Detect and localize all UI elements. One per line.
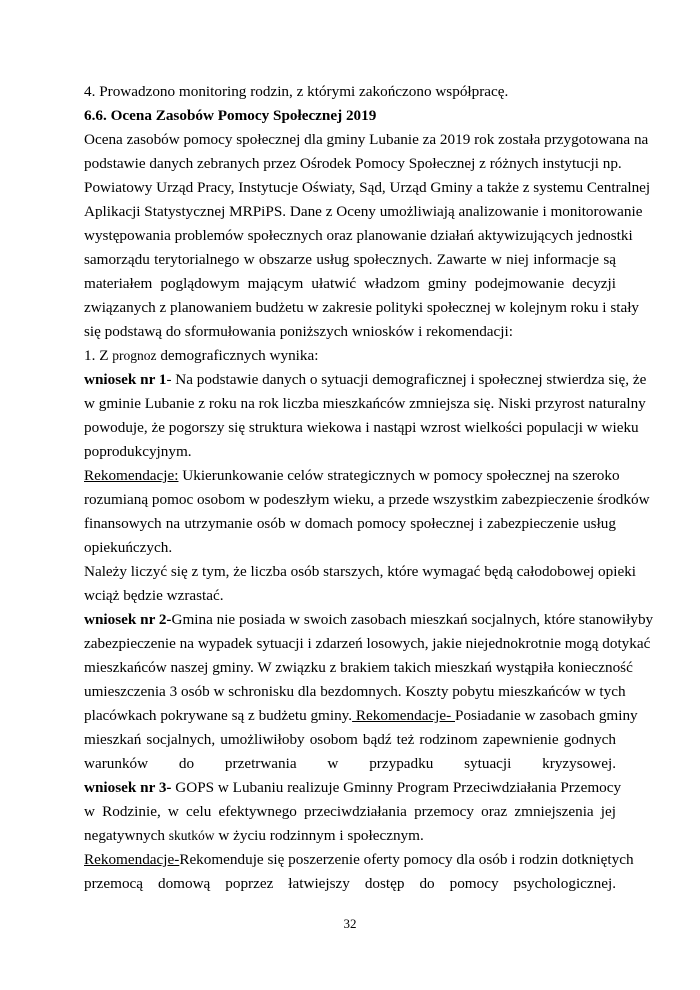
text-line xyxy=(84,176,651,200)
text-run: mieszkańców naszej gminy. W związku z brakiem takich mieszkań wystąpiła konieczność xyxy=(84,659,633,676)
page-number: 32 xyxy=(343,916,357,931)
text-run: Ocena zasobów pomocy społecznej dla gminy Lubanie za 2019 rok została przygotowana na xyxy=(84,131,649,148)
text-line xyxy=(84,104,616,128)
text-line xyxy=(84,776,622,800)
text-line xyxy=(84,800,616,824)
text-run: GOPS w Lubaniu realizuje Gminny Program Przeciwdziałania Przemocy xyxy=(171,779,622,796)
text-run: prognoz xyxy=(112,348,157,363)
text-line xyxy=(84,872,616,896)
text-run: Rekomenduje się poszerzenie oferty pomocy dla osób i rodzin dotkniętych xyxy=(179,851,634,868)
text-run: skutków xyxy=(168,828,215,843)
text-run: powoduje, że pogorszy się struktura wiekowa i nastąpi wzrost wielkości populacji w wieku xyxy=(84,419,639,436)
text-run: występowania problemów społecznych oraz planowanie działań aktywizujących jednostki xyxy=(84,227,633,244)
text-line xyxy=(84,632,651,656)
text-line xyxy=(84,680,626,704)
text-run: umieszczenia 3 osób w schronisku dla bezdomnych. Koszty pobytu mieszkańców w tych xyxy=(84,683,626,700)
text-line xyxy=(84,704,638,728)
text-line xyxy=(84,224,633,248)
text-line xyxy=(84,128,649,152)
text-line xyxy=(84,848,634,872)
text-line xyxy=(84,272,616,296)
document-body xyxy=(84,80,654,896)
text-line xyxy=(84,440,616,464)
text-run: w życiu rodzinnym i społecznym. xyxy=(214,827,424,844)
bold-text-run: 6.6. Ocena Zasobów Pomocy Społecznej 2019 xyxy=(84,107,377,124)
bold-text-run: wniosek nr 1 xyxy=(84,371,167,388)
text-line xyxy=(84,488,650,512)
text-run: Ukierunkowanie celów strategicznych w pomocy społecznej na szeroko xyxy=(178,467,620,484)
text-line xyxy=(84,464,620,488)
bold-text-run: wniosek nr 2- xyxy=(84,611,172,628)
text-run: Gmina nie posiada w swoich zasobach mieszkań socjalnych, które stanowiłyby xyxy=(171,611,654,628)
text-line xyxy=(84,320,616,344)
text-run: przemocą domową poprzez łatwiejszy dostęp do pomocy psychologicznej. xyxy=(84,875,616,892)
text-run: demograficznych wynika: xyxy=(156,347,319,364)
text-run: samorządu terytorialnego w obszarze usług społecznych. Zawarte w niej informacje są xyxy=(84,251,616,268)
text-line xyxy=(84,392,646,416)
text-run: - Na podstawie danych o sytuacji demograficznej i społecznej stwierdza się, że xyxy=(166,371,647,388)
text-run: 4. Prowadzono monitoring rodzin, z którymi zakończono współpracę. xyxy=(84,83,509,100)
text-run: zabezpieczenie na wypadek sytuacji i zdarzeń losowych, jakie niejednokrotnie mogą dotykać xyxy=(84,635,651,652)
text-line xyxy=(84,536,616,560)
text-run: placówkach pokrywane są z budżetu gminy. xyxy=(84,707,353,724)
text-run: rozumianą pomoc osobom w podeszłym wieku, a przede wszystkim zabezpieczenie środków xyxy=(84,491,650,508)
text-run: poprodukcyjnym. xyxy=(84,443,192,460)
text-line xyxy=(84,80,616,104)
text-run: mieszkań socjalnych, umożliwiłoby osobom bądź też rodzinom zapewnienie godnych xyxy=(84,731,616,748)
text-run: warunków do przetrwania w przypadku sytuacji kryzysowej. xyxy=(84,755,616,772)
text-run: opiekuńczych. xyxy=(84,539,173,556)
text-line xyxy=(84,584,616,608)
text-run: Aplikacji Statystycznej MRPiPS. Dane z Oceny umożliwiają analizowanie i monitorowanie xyxy=(84,203,643,220)
text-line xyxy=(84,368,647,392)
text-run: w gminie Lubanie z roku na rok liczba mieszkańców zmniejsza się. Niski przyrost naturalny xyxy=(84,395,646,412)
bold-text-run: wniosek nr 3- xyxy=(84,779,172,796)
text-run: Posiadanie w zasobach gminy xyxy=(455,707,638,724)
underlined-text-run: Rekomendacje- xyxy=(352,707,455,724)
text-line xyxy=(84,752,616,776)
text-run: wciąż będzie wzrastać. xyxy=(84,587,224,604)
underlined-text-run: Rekomendacje: xyxy=(84,467,179,484)
text-run: Należy liczyć się z tym, że liczba osób starszych, które wymagać będą całodobowej opieki xyxy=(84,563,637,580)
text-run: podstawie danych zebranych przez Ośrodek Pomocy Społecznej z różnych instytucji np. xyxy=(84,155,622,172)
text-line xyxy=(84,200,643,224)
text-line xyxy=(84,608,654,632)
text-run: negatywnych xyxy=(84,827,169,844)
text-line xyxy=(84,560,637,584)
text-run: materiałem poglądowym mającym ułatwić władzom gminy podejmowanie decyzji xyxy=(84,275,616,292)
text-run: w Rodzinie, w celu efektywnego przeciwdziałania przemocy oraz zmniejszenia jej xyxy=(84,803,616,820)
text-line xyxy=(84,728,616,752)
text-run: się podstawą do sformułowania poniższych wniosków i rekomendacji: xyxy=(84,323,513,340)
text-run: 1. Z xyxy=(84,347,113,364)
text-line xyxy=(84,656,633,680)
text-run: finansowych na utrzymanie osób w domach pomocy społecznej i zabezpieczenie usług xyxy=(84,515,616,532)
text-line xyxy=(84,344,616,368)
text-run: Powiatowy Urząd Pracy, Instytucje Oświaty, Sąd, Urząd Gminy a także z systemu Centralnej xyxy=(84,179,651,196)
text-line xyxy=(84,296,640,320)
text-line xyxy=(84,152,622,176)
text-line xyxy=(84,416,639,440)
text-run: związanych z planowaniem budżetu w zakresie polityki społecznej w kolejnym roku i stały xyxy=(84,299,640,316)
underlined-text-run: Rekomendacje- xyxy=(84,851,180,868)
text-line xyxy=(84,248,616,272)
text-line xyxy=(84,824,616,848)
text-line xyxy=(84,512,616,536)
